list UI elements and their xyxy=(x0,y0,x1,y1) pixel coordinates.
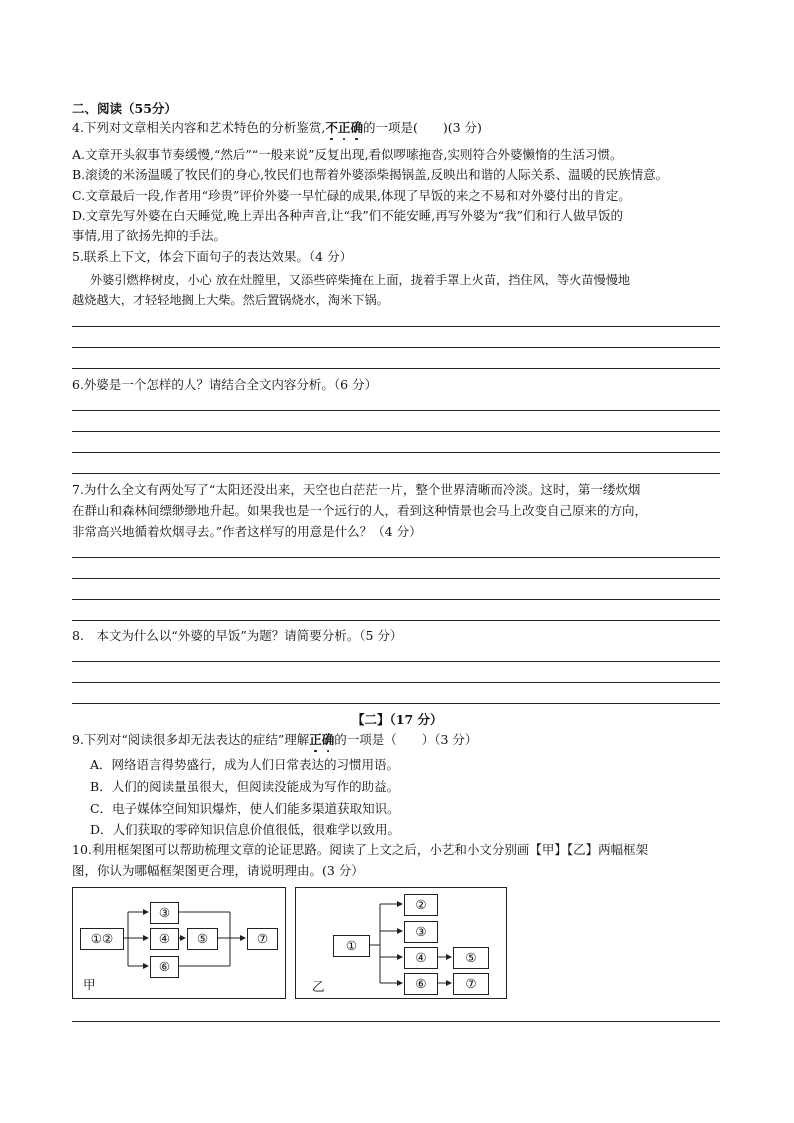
diagram-yi-node-7 xyxy=(453,973,489,995)
diagram-yi-node-1 xyxy=(333,935,370,957)
question-10-line2: 图，你认为哪幅框架图更合理，请说明理由。(3 分） xyxy=(72,863,364,878)
diagram-jia-node-1-2 xyxy=(80,928,124,950)
node-label: ① xyxy=(345,938,358,953)
answer-line[interactable] xyxy=(72,1021,720,1022)
answer-line[interactable] xyxy=(72,473,720,474)
diagram-yi xyxy=(295,887,507,999)
diagram-jia-node-3 xyxy=(150,902,179,924)
answer-line[interactable] xyxy=(72,661,720,662)
answer-line[interactable] xyxy=(72,599,720,600)
question-7-line3: 非常高兴地循着炊烟寻去。”作者这样写的用意是什么？（4 分） xyxy=(72,524,422,539)
answer-line[interactable] xyxy=(72,578,720,579)
question-7-line1: 7.为什么全文有两处写了“太阳还没出来，天空也白茫茫一片，整个世界清晰而冷淡。这时，第一缕炊烟 xyxy=(72,482,641,497)
question-8-stem: 8. 本文为什么以“外婆的早饭”为题？请简要分析。（5 分） xyxy=(72,628,403,643)
question-7-line2: 在群山和森林间缥缈缈地升起。如果我也是一个远行的人，看到这种情景也会马上改变自己原来的方向， xyxy=(72,503,648,518)
diagram-jia xyxy=(72,887,286,999)
q9-stem-post: 的一项是（ ）（3 分） xyxy=(334,732,478,747)
answer-line[interactable] xyxy=(72,682,720,683)
q4-option-a: A.文章开头叙事节奏缓慢,“然后”“一般来说”反复出现,看似啰嗦拖沓,实则符合外婆懒惰的生活习惯。 xyxy=(72,147,623,162)
emphasis-char: 不 xyxy=(325,120,338,135)
diagram-yi-label: 乙 xyxy=(312,979,325,994)
node-label: ⑥ xyxy=(415,976,427,991)
emphasis-char: 确 xyxy=(321,732,335,747)
node-label: ③ xyxy=(415,924,427,939)
question-4-stem xyxy=(72,120,482,136)
diagram-yi-node-2 xyxy=(404,894,438,916)
answer-line[interactable] xyxy=(72,431,720,432)
node-label: ①② xyxy=(90,931,114,946)
answer-line[interactable] xyxy=(72,452,720,453)
diagram-jia-node-4 xyxy=(150,928,179,950)
q9-emphasis xyxy=(309,732,334,747)
node-label: ④ xyxy=(158,931,171,946)
q4-emphasis xyxy=(325,120,363,135)
node-label: ③ xyxy=(158,905,171,920)
q9-option-c: C．电子媒体空间知识爆炸，使人们能多渠道获取知识。 xyxy=(90,801,400,816)
diagram-jia-node-7 xyxy=(247,928,278,950)
node-label: ⑤ xyxy=(196,931,209,946)
q4-option-d-line1: D.文章先写外婆在白天睡觉,晚上弄出各种声音,让“我”们不能安睡,再写外婆为“我”们和行人做早饭的 xyxy=(72,208,624,223)
node-label: ④ xyxy=(415,950,427,965)
diagram-jia-label: 甲 xyxy=(83,977,96,992)
q4-stem-pre: 4.下列对文章相关内容和艺术特色的分析鉴赏, xyxy=(72,120,326,135)
emphasis-char: 确 xyxy=(350,120,363,135)
node-label: ② xyxy=(415,897,427,912)
node-label: ⑦ xyxy=(256,931,269,946)
q5-quote-line1: 外婆引燃桦树皮，小心 放在灶膛里，又添些碎柴掩在上面，拢着手罩上火苗，挡住风，等火苗慢慢地 xyxy=(90,273,631,287)
answer-line[interactable] xyxy=(72,620,720,621)
section-title: 二、阅读（55分） xyxy=(72,101,177,116)
q4-option-b: B.滚烫的米汤温暖了牧民们的身心,牧民们也帮着外婆添柴揭锅盖,反映出和谐的人际关系、温暖的民族情意。 xyxy=(72,167,669,182)
q9-stem-pre: 9.下列对“阅读很多却无法表达的症结”理解 xyxy=(72,732,310,747)
q4-stem-post: 的一项是( )(3 分) xyxy=(362,120,482,135)
question-10-line1: 10.利用框架图可以帮助梳理文章的论证思路。阅读了上文之后，小艺和小文分别画【甲】【乙】两幅框架 xyxy=(72,842,649,857)
answer-line[interactable] xyxy=(72,410,720,411)
emphasis-char: 正 xyxy=(309,732,322,747)
node-label: ⑦ xyxy=(465,976,477,991)
q4-option-d-line2: 事情,用了欲扬先抑的手法。 xyxy=(72,228,226,243)
emphasis-char: 正 xyxy=(337,120,351,135)
answer-line[interactable] xyxy=(72,557,720,558)
node-label: ⑤ xyxy=(465,950,477,965)
question-5-stem: 5.联系上下文，体会下面句子的表达效果。（4 分） xyxy=(72,249,353,264)
answer-line[interactable] xyxy=(72,326,720,327)
part-2-title: 【二】（17 分） xyxy=(352,712,443,727)
node-label: ⑥ xyxy=(158,959,171,974)
answer-line[interactable] xyxy=(72,703,720,704)
answer-line[interactable] xyxy=(72,347,720,348)
q9-option-b: B．人们的阅读量虽很大，但阅读没能成为写作的助益。 xyxy=(90,779,400,794)
diagram-jia-node-6 xyxy=(150,956,179,978)
question-9-stem xyxy=(72,732,477,748)
diagram-yi-node-3 xyxy=(404,921,438,943)
question-6-stem: 6.外婆是一个怎样的人？请结合全文内容分析。（6 分） xyxy=(72,377,378,392)
diagram-jia-node-5 xyxy=(187,928,218,950)
diagram-yi-node-5 xyxy=(453,947,489,969)
q9-option-a: A．网络语言得势盛行，成为人们日常表达的习惯用语。 xyxy=(90,757,400,772)
q4-option-c: C.文章最后一段,作者用“珍贵”评价外婆一早忙碌的成果,体现了早饭的来之不易和对外婆付出的肯定。 xyxy=(72,188,631,203)
diagram-yi-node-4 xyxy=(404,947,438,969)
q9-option-d: D．人们获取的零碎知识信息价值很低，很难学以致用。 xyxy=(90,822,401,837)
diagram-yi-node-6 xyxy=(404,973,438,995)
q5-quote-line2: 越烧越大，才轻轻地搁上大柴。然后置锅烧水，淘米下锅。 xyxy=(72,293,389,307)
answer-line[interactable] xyxy=(72,368,720,369)
